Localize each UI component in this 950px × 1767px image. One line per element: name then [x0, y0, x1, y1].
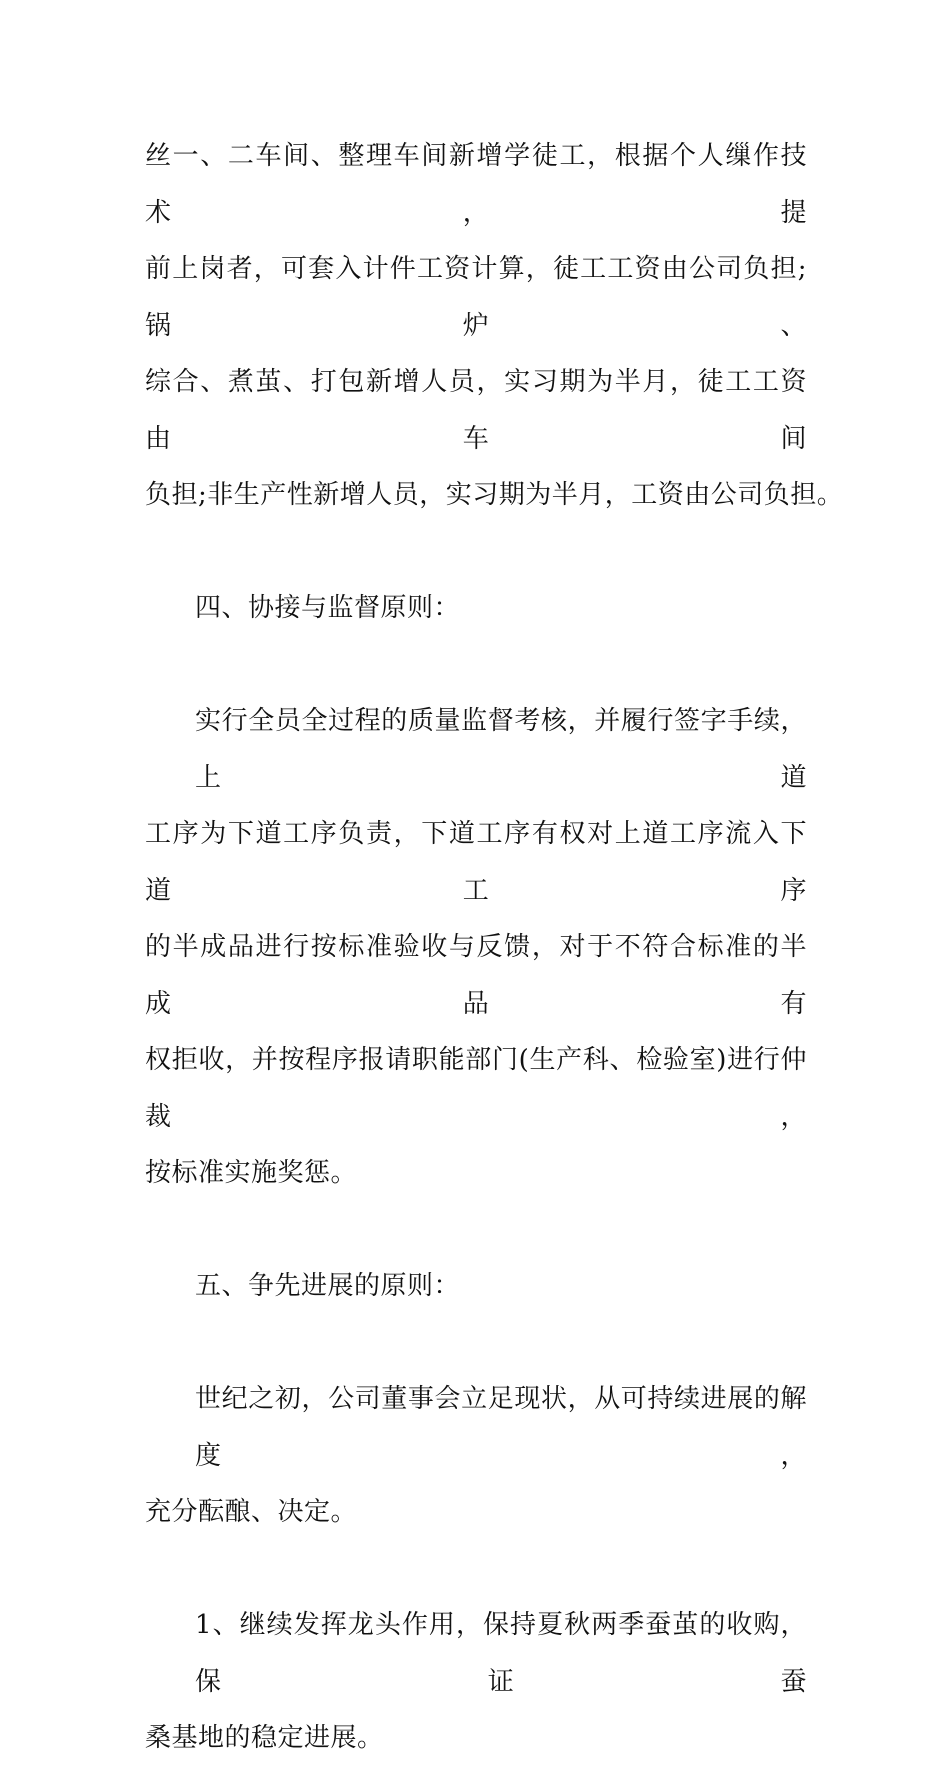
section-heading: 四、协接与监督原则：: [195, 593, 461, 623]
paragraph-board-decision: [145, 1371, 807, 1597]
text-line: 的半成品进行按标准验收与反馈，对于不符合标准的半成品有: [145, 932, 807, 1019]
section-heading-5: [145, 1258, 807, 1371]
text-line: 按标准实施奖惩。: [145, 1158, 358, 1188]
text-line: 前上岗者，可套入计件工资计算，徒工工资由公司负担;锅炉、: [145, 254, 807, 341]
text-line: 世纪之初，公司董事会立足现状，从可持续进展的解度，: [195, 1384, 807, 1471]
text-line: 综合、煮茧、打包新增人员，实习期为半月，徒工工资由车间: [145, 367, 807, 454]
text-line: 实行全员全过程的质量监督考核，并履行签字手续，上道: [195, 706, 807, 793]
paragraph-apprentice-wages: [145, 128, 844, 580]
document-body: [145, 128, 844, 1767]
text-line: 负担;非生产性新增人员，实习期为半月，工资由公司负担。: [145, 480, 844, 510]
list-item-1: [145, 1597, 807, 1767]
section-heading: 五、争先进展的原则：: [195, 1271, 461, 1301]
text-line: 充分酝酿、决定。: [145, 1497, 358, 1527]
text-line: 1、继续发挥龙头作用，保持夏秋两季蚕茧的收购，保证蚕: [195, 1610, 807, 1697]
text-line: 工序为下道工序负责，下道工序有权对上道工序流入下道工序: [145, 819, 807, 906]
text-line: 权拒收，并按程序报请职能部门(生产科、检验室)进行仲裁，: [145, 1045, 807, 1132]
paragraph-quality-supervision: [145, 693, 807, 1258]
text-line: 丝一、二车间、整理车间新增学徒工，根据个人缫作技术，提: [145, 141, 807, 228]
text-line: 桑基地的稳定进展。: [145, 1723, 384, 1753]
section-heading-4: [145, 580, 807, 693]
